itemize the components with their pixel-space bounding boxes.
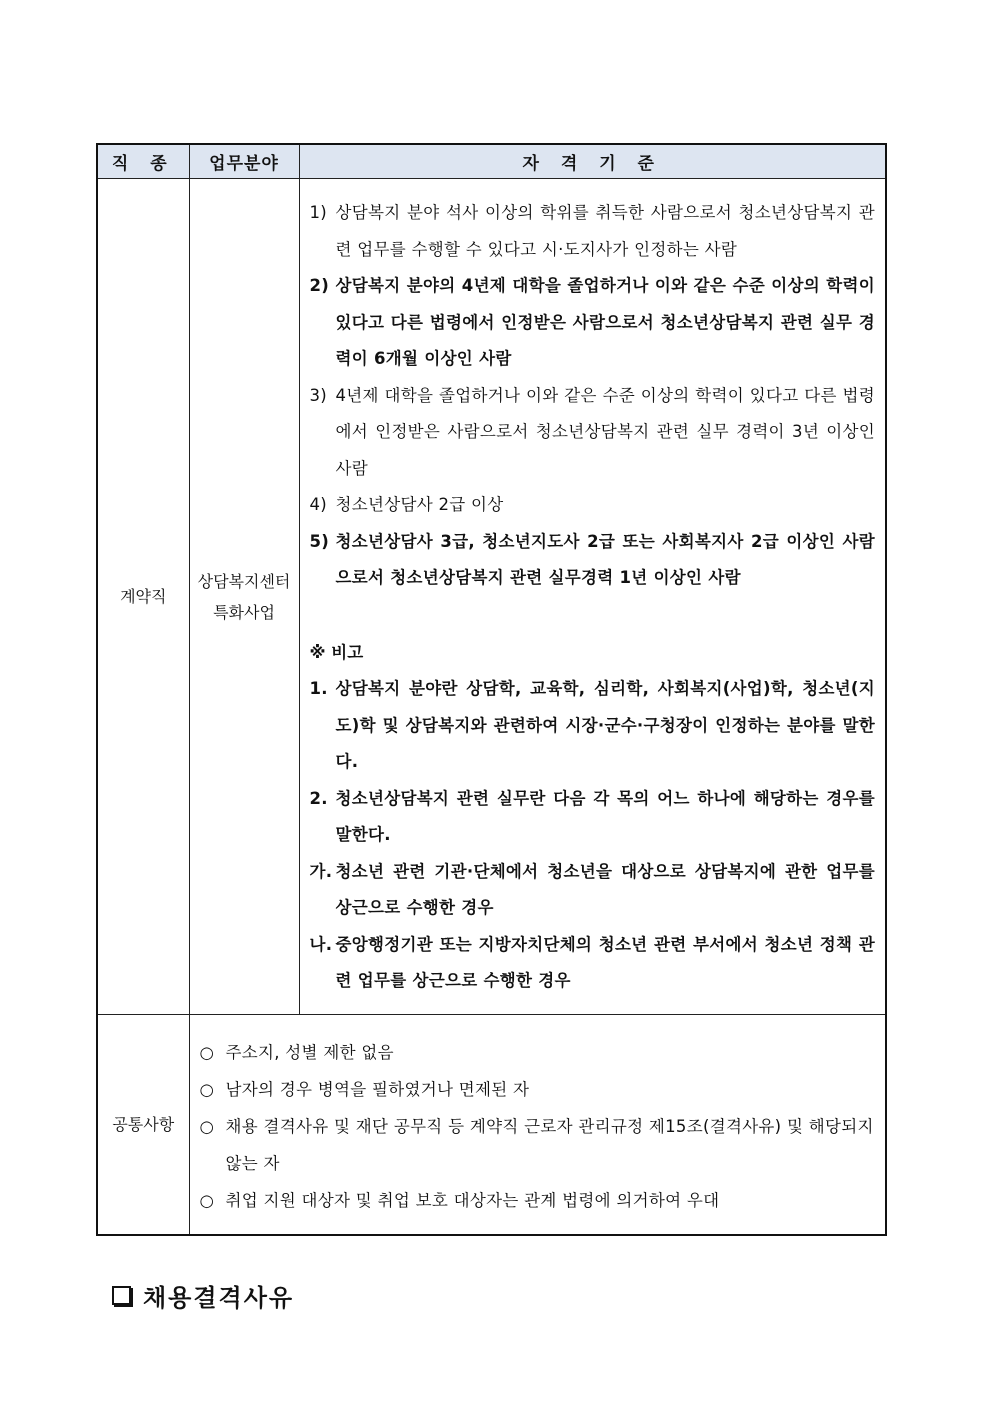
circle-bullet-icon: ○ [199,1042,215,1062]
criteria-num: 5) [309,531,330,551]
note-item-ga [310,854,876,927]
common-item-text: 남자의 경우 병역을 필하였거나 면제된 자 [225,1079,530,1099]
common-item-text: 취업 지원 대상자 및 취업 보호 대상자는 관계 법령에 의거하여 우대 [225,1190,720,1210]
note-num: 가. [309,861,333,881]
criteria-text: 상담복지 분야의 4년제 대학을 졸업하거나 이와 같은 수준 이상의 학력이 있다고 다른 법령에서 인정받은 사람으로서 청소년상담복지 관련 실무 경력이 6개월 이상인 사람 [335,276,875,369]
criteria-num: 2) [309,276,330,296]
criteria-text: 4년제 대학을 졸업하거나 이와 같은 수준 이상의 학력이 있다고 다른 법령에서 인정받은 사람으로서 청소년상담복지 관련 실무 경력이 3년 이상인 사람 [335,385,875,478]
header-job-type: 직 종 [97,144,189,179]
note-num: 1. [309,679,328,699]
note-item-2 [310,781,876,854]
common-item-2 [200,1071,878,1108]
criteria-num: 4) [309,495,328,515]
criteria-cell [299,179,886,1015]
criteria-text: 청소년상담사 2급 이상 [335,495,504,515]
common-item-3 [200,1108,878,1182]
criteria-item-1 [310,195,876,268]
criteria-num: 1) [309,203,328,223]
field-line2: 특화사업 [213,602,275,622]
qualification-table [96,143,887,1236]
note-title: ※ 비고 [309,642,364,662]
common-label-cell: 공통사항 [97,1015,189,1235]
note-num: 2. [309,788,328,808]
section-title: 채용결격사유 [143,1284,295,1312]
circle-bullet-icon: ○ [199,1190,215,1210]
note-text: 청소년 관련 기관·단체에서 청소년을 대상으로 상담복지에 관한 업무를 상근으로 수행한 경우 [335,861,875,918]
common-items-cell [189,1015,886,1235]
circle-bullet-icon: ○ [199,1079,215,1099]
criteria-item-2 [310,268,876,378]
header-criteria: 자 격 기 준 [299,144,886,179]
circle-bullet-icon: ○ [199,1116,215,1136]
note-text: 청소년상담복지 관련 실무란 다음 각 목의 어느 하나에 해당하는 경우를 말한다. [335,788,875,845]
common-item-text: 주소지, 성별 제한 없음 [225,1042,394,1062]
job-type-cell: 계약직 [97,179,189,1015]
criteria-text: 청소년상담사 3급, 청소년지도사 2급 또는 사회복지사 2급 이상인 사람으로서 청소년상담복지 관련 실무경력 1년 이상인 사람 [335,531,875,588]
header-field: 업무분야 [189,144,299,179]
note-item-1 [310,671,876,781]
criteria-item-4 [310,487,876,524]
common-item-1 [200,1034,878,1071]
table-row-common [97,1015,886,1235]
criteria-text: 상담복지 분야 석사 이상의 학위를 취득한 사람으로서 청소년상담복지 관련 업무를 수행할 수 있다고 시·도지사가 인정하는 사람 [335,203,875,259]
section-heading [112,1278,294,1313]
table-header-row [97,144,886,179]
common-item-text: 채용 결격사유 및 재단 공무직 등 계약직 근로자 관리규정 제15조(결격사유) 및 해당되지 않는 자 [225,1116,874,1173]
common-item-4 [200,1182,878,1219]
note-item-na [310,927,876,1000]
criteria-item-3 [310,378,876,488]
criteria-item-5 [310,524,876,597]
note-num: 나. [309,934,333,954]
field-line1: 상담복지센터 [197,571,291,591]
table-row-contract [97,179,886,1015]
criteria-num: 3) [309,385,328,405]
checkbox-square-icon [112,1286,131,1305]
field-cell [189,179,299,1015]
note-text: 상담복지 분야란 상담학, 교육학, 심리학, 사회복지(사업)학, 청소년(지도)학 및 상담복지와 관련하여 시장·군수·구청장이 인정하는 분야를 말한다. [335,679,875,772]
note-text: 중앙행정기관 또는 지방자치단체의 청소년 관련 부서에서 청소년 정책 관련 업무를 상근으로 수행한 경우 [335,934,875,991]
